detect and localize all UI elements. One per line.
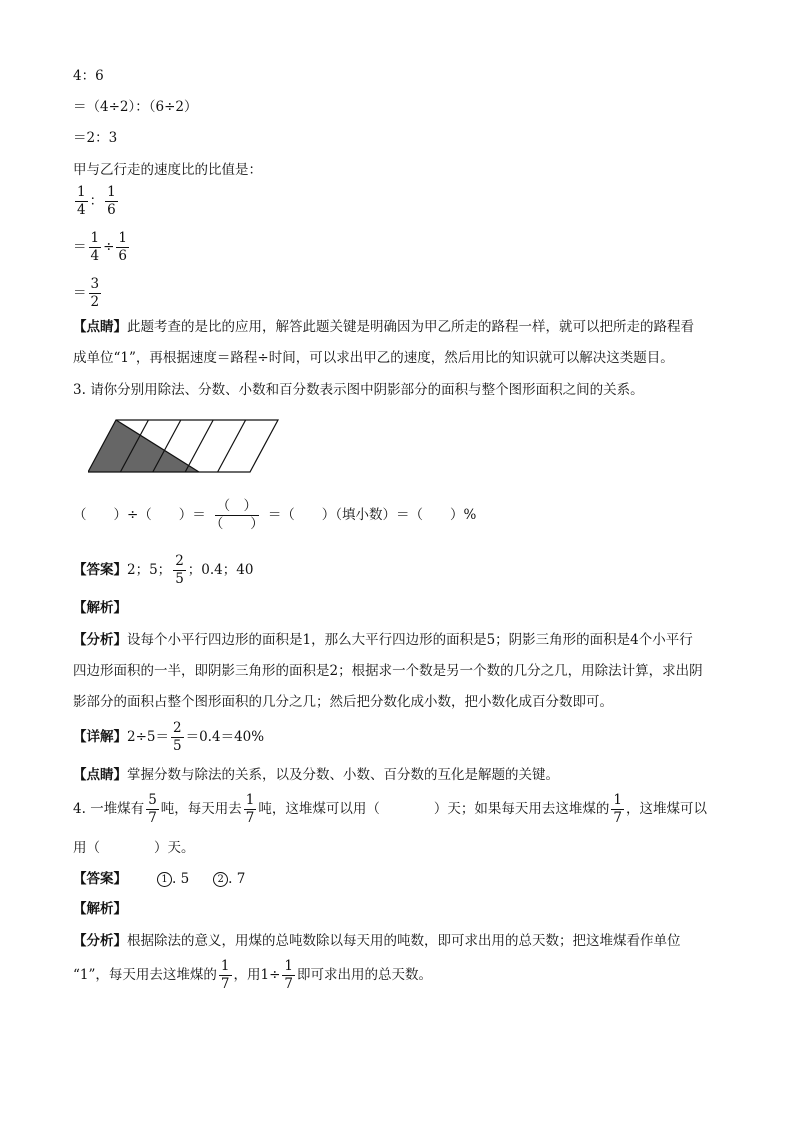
result-expression: ＝ $\frac{3}{2}$ [73,276,100,310]
ratio-expression: $\frac{1}{4}$ ： $\frac{1}{6}$ [77,184,116,218]
circled-number: 2 [213,872,228,887]
fraction: $\frac{1}{7}$ [220,958,230,992]
q4-fenxi-line-2: “1”，每天用去这堆煤的 $\frac{1}{7}$ ，用1÷ $\frac{1}{7}$ 即可求出用的总天数。 [73,958,432,992]
fraction: $\frac{1}{4}$ [77,184,86,218]
blank-fraction: $\frac{( )}{( )}$ [209,498,264,532]
fraction: $\frac{2}{5}$ [173,720,182,754]
q2-note-line-2: 成单位“1”，再根据速度＝路程÷时间，可以求出甲乙的速度，然后用比的知识就可以解决这类题目。 [73,350,674,366]
q3-fenxi-line-3: 影部分的面积占整个图形面积的几分之几；然后把分数化成小数，把小数化成百分数即可。 [73,694,613,710]
shaded-triangle [88,420,199,472]
division-expression: ＝ $\frac{1}{4}$ ÷ $\frac{1}{6}$ [73,230,127,264]
fraction: $\frac{5}{7}$ [148,792,157,826]
q4-question-line-2: 用（ ）天。 [73,840,195,856]
q3-answer: 【答案】2；5； $\frac{2}{5}$ ；0.4；40 [73,553,254,587]
q3-blank-expression: （ ）÷（ ）＝ $\frac{( )}{( )}$ ＝（ ）（填小数）＝（ ）% [73,498,477,532]
q3-fenxi-line-2: 四边形面积的一半，即阴影三角形的面积是2；根据求一个数是另一个数的几分之几，用除法计算，求出阴 [73,663,703,679]
q3-analysis-tag: 【解析】 [73,600,127,616]
q4-fenxi-line-1: 【分析】根据除法的意义，用煤的总吨数除以每天用的吨数，即可求出用的总天数；把这堆煤看作单位 [73,933,681,949]
q3-note: 【点睛】掌握分数与除法的关系，以及分数、小数、百分数的互化是解题的关键。 [73,767,559,783]
divider-line [218,420,246,472]
circled-number: 1 [157,872,172,887]
q3-detail: 【详解】2÷5＝ $\frac{2}{5}$ ＝0.4＝40% [73,720,265,754]
calc-line-2: ＝（4÷2）：（6÷2） [73,99,198,115]
fraction: $\frac{2}{5}$ [175,553,184,587]
fraction: $\frac{1}{7}$ [613,792,622,826]
fraction: $\frac{1}{7}$ [245,792,255,826]
parallelogram-figure [88,414,288,478]
q3-fenxi-line-1: 【分析】设每个小平行四边形的面积是1，那么大平行四边形的面积是5；阴影三角形的面积是4个小平行 [73,632,693,648]
speed-ratio-intro: 甲与乙行走的速度比的比值是： [73,162,262,178]
calc-line-3: ＝2：3 [73,130,118,146]
fraction: $\frac{3}{2}$ [90,276,100,310]
q4-analysis-tag: 【解析】 [73,901,127,917]
q4-question-line-1: 4. 一堆煤有 $\frac{5}{7}$ 吨，每天用去 $\frac{1}{7}$ 吨，这堆煤可以用（ ）天；如果每天用去这堆煤的 $\frac{1}{7}$ ，这堆煤可以 [73,792,707,826]
fraction: $\frac{1}{6}$ [107,184,116,218]
q4-answer: 【答案】 1 . 5 2 . 7 [73,871,246,887]
calc-line-1: 4：6 [73,68,104,84]
fraction: $\frac{1}{7}$ [284,958,293,992]
fraction: $\frac{1}{6}$ [118,230,127,264]
fraction: $\frac{1}{4}$ [90,230,100,264]
q3-question: 3. 请你分别用除法、分数、小数和百分数表示图中阴影部分的面积与整个图形面积之间的关系。 [73,382,644,398]
q2-note-line-1: 【点睛】此题考查的是比的应用，解答此题关键是明确因为甲乙所走的路程一样，就可以把所走的路程看 [73,319,694,335]
divider-line [185,420,213,472]
